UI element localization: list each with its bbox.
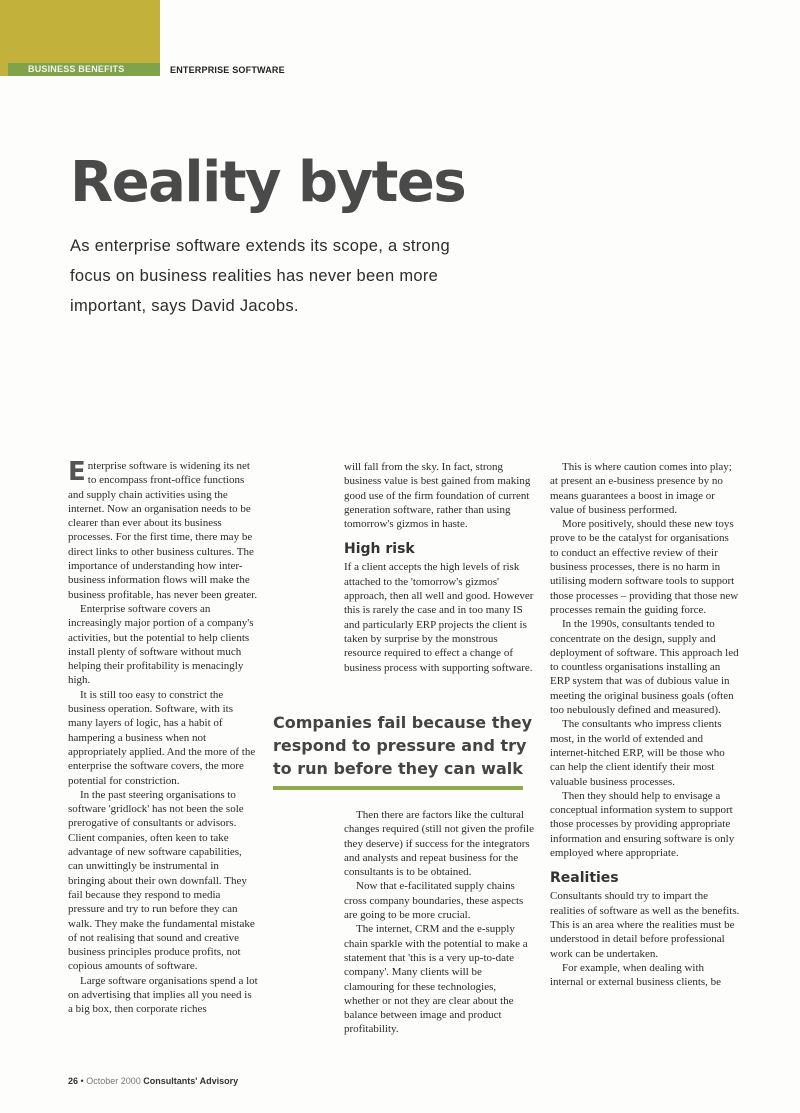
body-paragraph: will fall from the sky. In fact, strong business value is best gained from making good use of the firm foundation of current generation software, rather than using tomorrow's gizmos in haste. [344, 461, 531, 531]
subheading: High risk [344, 541, 415, 558]
body-paragraph: In the past steering organisations to software 'gridlock' has not been the sole prerogative of consultants or advisors. Client companies, often keen to take advantage of new software capabilities, can unwittingly be instrumental in bringing about their own downfall. They fail because they respond to media pressure and try to run before they can walk. They make the fundamental mistake of not realising that sound and creative business principles produce profits, not copious amounts of software. [68, 788, 255, 973]
body-paragraph: Large software organisations spend a lot on advertising that implies all you need is a big box, then corporate riches [68, 974, 258, 1016]
section-label: ENTERPRISE SOFTWARE [170, 65, 285, 75]
drop-cap: E [68, 457, 86, 487]
pull-quote-rule [273, 786, 523, 790]
page-number: 26 [68, 1076, 79, 1086]
article-standfirst: As enterprise software extends its scope, a strong focus on business realities has never been more important, says David Jacobs. [70, 237, 451, 315]
body-paragraph: Then they should help to envisage a conceptual information system to support those processes by providing appropriate information and ensuring software is only employed where appropriate. [550, 789, 735, 860]
subheading: Realities [550, 870, 619, 887]
article-headline: Reality bytes [70, 150, 466, 215]
article-column-3 [550, 460, 740, 989]
article-column-1 [68, 459, 258, 1017]
body-paragraph: Consultants should try to impart the realities of software as well as the benefits. This is an area where the realities must be understood in detail before professional work can be undertaken. [550, 890, 740, 960]
body-paragraph: In the 1990s, consultants tended to concentrate on the design, supply and deployment of software. This approach led to countless organisations installing an ERP system that was of dubious value in meeting the original business goals (often too nebulously defined and measured). [550, 618, 739, 717]
footer-separator: • [80, 1076, 84, 1086]
pull-quote: Companies fail because they respond to pressure and try to run before they can walk [273, 713, 533, 778]
magazine-name: Consultants' Advisory [143, 1076, 239, 1086]
article-column-2 [344, 460, 534, 675]
page-footer [68, 1076, 238, 1086]
body-paragraph: The internet, CRM and the e-supply chain sparkle with the potential to make a statement that 'this is a very up-to-date company'. Many clients will be clamouring for these technologies, whether or not they are clear about the balance between image and product profitability. [344, 923, 528, 1036]
body-paragraph: It is still too easy to constrict the business operation. Software, with its many layers of logic, has a habit of hampering a business when not appropriately applied. And the more of the enterprise the software covers, the more potential for constriction. [68, 688, 256, 787]
body-paragraph: Enterprise software covers an increasingly major portion of a company's activities, but the potential to help clients install plenty of software without much helping their profitability is menacingly high. [68, 602, 254, 687]
body-paragraph: If a client accepts the high levels of risk attached to the 'tomorrow's gizmos' approach, then all well and good. However this is rarely the case and in too many IS and particularly ERP projects the client is taken by surprise by the monstrous resource required to effect a change of business process with supporting software. [344, 561, 534, 674]
article-column-2-continued [344, 808, 534, 1037]
body-paragraph: Now that e-facilitated supply chains cross company boundaries, these aspects are going to be more crucial. [344, 880, 524, 922]
body-paragraph: More positively, should these new toys prove to be the catalyst for organisations to conduct an effective review of their business processes, there is no harm in utilising modern software tools to support those processes – providing that those new processes remain the guiding force. [550, 518, 739, 616]
paragraph-text: nterprise software is widening its net to encompass front-office functions and supply chain activities using the internet. Now an organisation needs to be clearer than ever about its business processes. For the first time, there may be direct links to other business cultures. The importance of understanding how inter-business information flows will make the business profitable, has never been greater. [68, 460, 258, 601]
body-paragraph: This is where caution comes into play; at present an e-business presence by no means guarantees a boost in image or value of business performed. [550, 461, 732, 516]
body-paragraph: Then there are factors like the cultural changes required (still not given the profile they deserve) if success for the integrators and analysts and repeat business for the consultants is to be obtained. [344, 809, 534, 879]
section-tag: BUSINESS BENEFITS [8, 63, 160, 76]
issue-date: October 2000 [86, 1076, 141, 1086]
body-paragraph: For example, when dealing with internal or external business clients, be [550, 961, 722, 989]
body-paragraph [68, 459, 258, 602]
body-paragraph: The consultants who impress clients most, in the world of extended and internet-hitched ERP, will be those who can help the client identify their most valuable business processes. [550, 718, 725, 788]
